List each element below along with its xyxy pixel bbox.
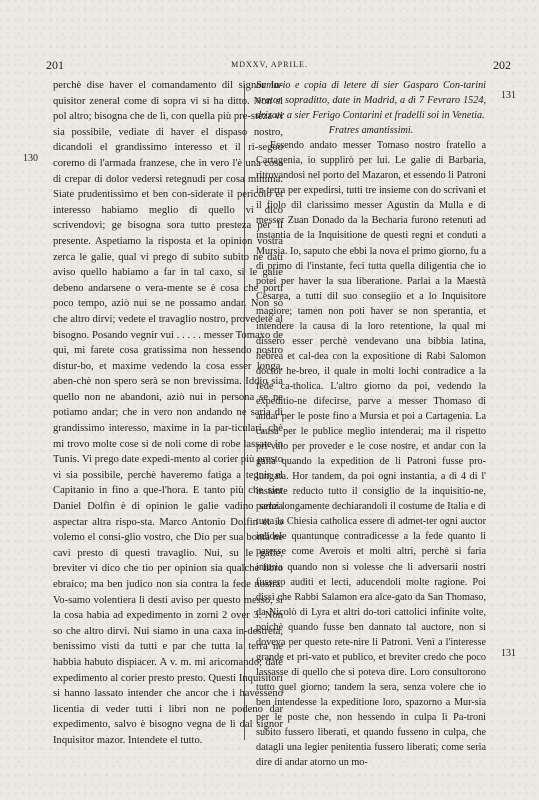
right-column [256,78,486,770]
letter-salutation: Fratres amantissimi. [328,125,414,137]
left-column-text: perchè dise haver el comandamento dil signor In-quisitor zeneral come di sopra vi si ha ditto. Non si pol altro; bisogna che de lì, con quella più pre-steza vi sia possibile, vediate di haver el dispaso nostro, dicandoli el grandissimo interesso et il ri-segoo coremo di l'armada franzese, che in vero l'è una cosa di crepar di dolor vedersi retegnudi per cosa minima. Siate prudentissimo et ben con-siderate il pericolo et interesso habiamo meglio di quello vi dico scrivendovi; ge bisogna sora tutto presteza per il presente. Aspetiamo la risposta et la opinion vostra zerca le galie, qual vi prego di subito subito ne dati aviso quello habiamo a far in tal caxo, si le galie debeno andarsene o vera-mente se è cosa che porti poco tempo, aziò nui se ne possamo andar. Non sò che altro dirvi; vedete el travaglio nostro, provedete al bisogno. Posando vegnir vui . . . . . messer Tomaxo de qui, mi farete cosa gratissima non hessendo nostro distur-bo, et maxime vedendo la cosa esser longa, aben-chè non spero serà se non brevissima. Iddio sia quello non ne abandoni, aziò nui in persona se ne potiamo andar; che in vero non andando ne saria di grandissimo interesso, maxime in la par-ticulari, chè mi trovo molte cose si de noli come di robe lassate in Tunis. Vi prego date expedi-mento al corier più presto vi sia possibile, perchè haveremo fatiga a tegnir el Capitanio in fino a que-l'hora. E tanto più che sier Daniel Dolfin è di opinion le galie vadino senza aspectar altra rispo-sta. Marco Antonio Dolfin et io volemo el consi-glio vostro, che Dio per sua bontà ne cavi presto di questi travaglio. Nui, su le galie, breviter vi dico che tio per opinion sia qualche libro ebraico; ma ben judico non sia contra la fede nostra. Vo-samo volentiera li desti aviso per questo messo, si la cosa habia ad expedimento in zorni 2 over 3. Non so che altro dirvi. Nui siamo in una caxa in-destreta, benissimo visti da tutti e par che tutta la terra ne habbia habuto dispiacer. A v. m. mi aricomando; date expedimento al corier presto presto. Questi Inquisitori si hanno lassato intender che ancor che i havesseno licentia di veder tutti i libri non ne podeno dar expedimento, salvo è bisogno vegna de lì dal signor Inquisitor mazor. Intendete el tutto. [53,80,283,746]
left-column [53,78,283,749]
right-page-number: 202 [493,58,511,72]
letter-body: Essendo andato messer Tomaso nostro fratello a Cartagenia, io supplirò per lui. Le galie di Barbaria, ritrovandosi nel porto del Mazaron, et essendo li Patroni in terra per expedirsi, tutti tre insieme con do scrivani et il fiolo dil clarissimo messer Agustin da Mulla e di messer Zuan Donado da la Becharia furono retenuti ad instantia de la Inquisitione de questi regni et conduti a Mursia. Io, saputo che ebbi la nova el primo giorno, fu a dì primo di l'instante, feci tutta quella diligentia che io potei per haver la sua liberatione. Parlai a la Maestà Cesarea, a tutti dil suo consegiio et a lo Inquisitore magiore; tamen non poti haver se non sperantia, et intendere la causa di la loro retentione, la qual mi dissero esser perchè vendevano una bibbia latina, hebrea et cal-dea con la expositione di Rabi Salomon doctor he-breo, il quale in molti lochi contradice a la fede ca-tholica. L'altro giorno da poi, vedendo la expeditio-ne difecirse, parve a messer Thomaso di andar per le poste fino a Mursia et poi a Cartagenia. La causa per le publice meglio intenderai; ma il rispetto pri-vato per proveder e le cose nostre, et andar con la galia quando la expedition de li Patroni fusse pro-lungata. Hor tandem, da poi ogni instantia, a dì 4 di l' instante reducto tutto il consiglio de la inquisitio-ne, parlai longamente dechiarandoli il costume de Italia e di tutta la Chiesia catholica essere di admet-ter ogni auctor inlidele quantunque contradicesse a la fede quanto li paresse come Averois et molti altri, perchè si faria iniuria quando non si volesse che li adversarii nostri fussero auditi et lecti, aducendoli molte ragione. Poi dissi che Rabbi Salamon era alce-gato da San Thomaso, da Nicolò di Lyra et altri do-tori cattolici infinite volte, poichè quando fusse ben dannato tal auctore, non si doveva per questo rete-nire li Patroni. Venì a l'interesse grande et pri-vato et publico, et breviter credo che poco lassasse di quello che si poteva dire. Loro consultorono tutto quel giorno; tandem la sera, senza volere che io ben intendesse la expeditione loro, spazorno a Mur-sia per le poste che, non hessendo in culpa li Pa-troni subito fussero liberati, et quando fusseno in culpa, che datagli una legier penitentia fussero liberati; come seria dire di andar atorno un mo- [256,140,486,769]
letter-heading: Sumario e copia di letere di sier Gasparo Con-tarini orator sopraditto, date in Madrid, a dì 7 Fevraro 1524, drizate a sier Ferigo Contarini et fradelli soi in Venetia. [256,80,486,122]
running-head: MDXXV, APRILE. [231,60,308,69]
left-page-number: 201 [46,58,64,72]
margin-number-right-bottom: 131 [501,648,516,659]
margin-number-left: 130 [23,153,38,164]
margin-number-right-top: 131 [501,90,516,101]
